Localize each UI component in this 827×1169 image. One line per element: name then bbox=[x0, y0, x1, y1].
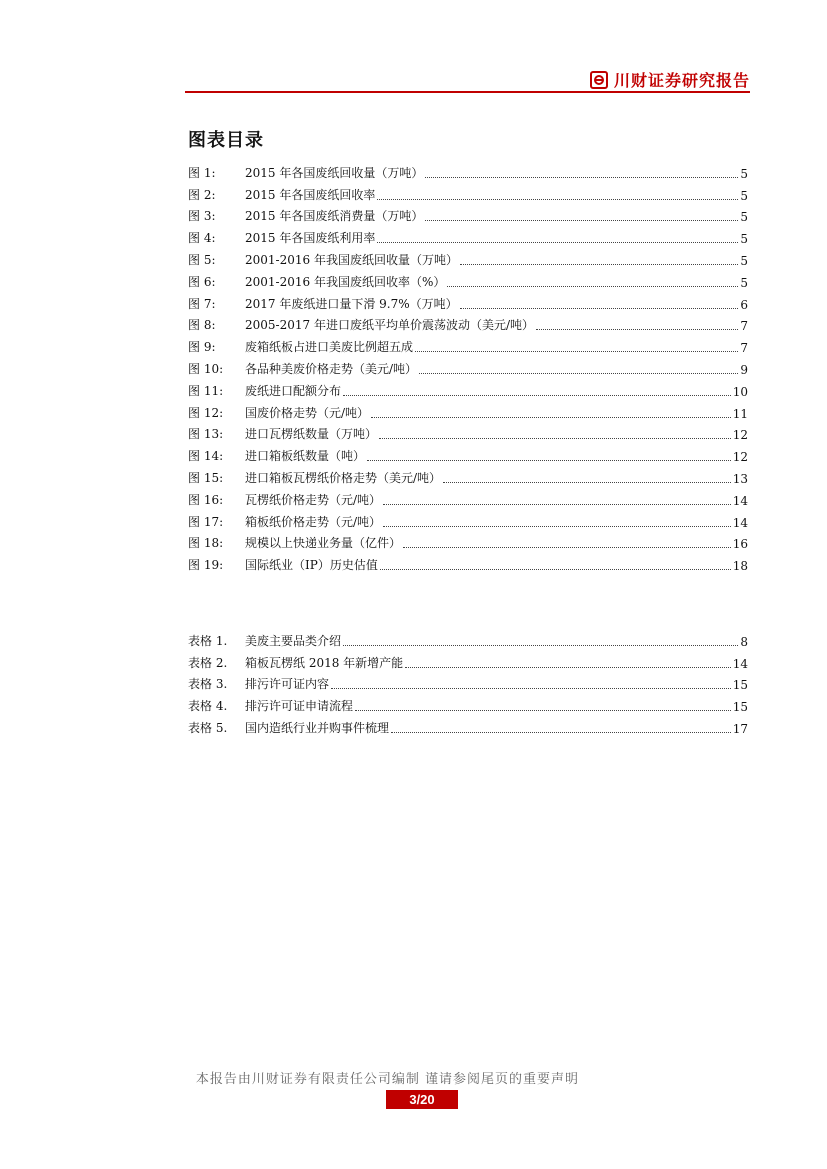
entry-title: 2015 年各国废纸回收量（万吨） bbox=[245, 165, 424, 180]
report-header bbox=[185, 64, 750, 94]
figure-entry[interactable] bbox=[188, 355, 748, 377]
dot-leader bbox=[447, 285, 738, 287]
header-divider bbox=[185, 91, 750, 93]
entry-page: 12 bbox=[732, 428, 748, 443]
entry-title: 进口箱板纸数量（吨） bbox=[245, 449, 366, 464]
entry-number: 图 17: bbox=[188, 514, 224, 529]
figure-entry[interactable] bbox=[188, 508, 748, 530]
dot-leader bbox=[383, 503, 731, 505]
toc-title: 图表目录 bbox=[188, 130, 264, 151]
entry-page: 15 bbox=[732, 678, 748, 693]
dot-leader bbox=[403, 546, 731, 548]
entry-number: 图 13: bbox=[188, 427, 224, 442]
entry-number: 图 9: bbox=[188, 340, 216, 355]
dot-leader bbox=[460, 263, 738, 265]
entry-page: 5 bbox=[740, 188, 748, 203]
dot-leader bbox=[391, 731, 731, 733]
figure-entry[interactable] bbox=[188, 246, 748, 268]
figure-entry[interactable] bbox=[188, 268, 748, 290]
footer-disclaimer: 本报告由川财证券有限责任公司编制 谨请参阅尾页的重要声明 bbox=[195, 1072, 580, 1087]
chuancai-logo-icon bbox=[590, 71, 608, 89]
brand-name: 川财证券研究报告 bbox=[613, 71, 750, 90]
entry-page: 5 bbox=[740, 253, 748, 268]
entry-title: 进口箱板瓦楞纸价格走势（美元/吨） bbox=[245, 470, 442, 485]
figure-entry[interactable] bbox=[188, 464, 748, 486]
dot-leader bbox=[425, 219, 738, 221]
dot-leader bbox=[419, 372, 738, 374]
entry-page: 14 bbox=[732, 493, 748, 508]
table-entry[interactable] bbox=[188, 627, 748, 649]
entry-page: 15 bbox=[732, 700, 748, 715]
entry-number: 表格 5. bbox=[188, 720, 228, 735]
dot-leader bbox=[377, 198, 738, 200]
figure-entry[interactable] bbox=[188, 530, 748, 552]
entry-number: 表格 2. bbox=[188, 655, 228, 670]
entry-page: 9 bbox=[740, 362, 748, 377]
entry-page: 7 bbox=[740, 319, 748, 334]
entry-title: 排污许可证申请流程 bbox=[245, 699, 354, 714]
entry-title: 国废价格走势（元/吨） bbox=[245, 405, 370, 420]
entry-number: 表格 4. bbox=[188, 699, 228, 714]
page-number: 3/20 bbox=[386, 1090, 458, 1109]
entry-page: 7 bbox=[740, 341, 748, 356]
entry-number: 图 4: bbox=[188, 231, 216, 246]
entry-page: 6 bbox=[740, 297, 748, 312]
entry-number: 图 10: bbox=[188, 361, 224, 376]
dot-leader bbox=[425, 176, 738, 178]
entry-title: 2017 年废纸进口量下滑 9.7%（万吨） bbox=[245, 296, 458, 311]
table-entry[interactable] bbox=[188, 714, 748, 736]
figure-entry[interactable] bbox=[188, 377, 748, 399]
entry-number: 表格 3. bbox=[188, 677, 228, 692]
figure-entry[interactable] bbox=[188, 312, 748, 334]
entry-title: 国内造纸行业并购事件梳理 bbox=[245, 720, 390, 735]
entry-number: 图 14: bbox=[188, 449, 224, 464]
entry-number: 图 1: bbox=[188, 165, 216, 180]
entry-number: 图 12: bbox=[188, 405, 224, 420]
dot-leader bbox=[371, 416, 731, 418]
dot-leader bbox=[383, 525, 731, 527]
dot-leader bbox=[377, 241, 738, 243]
table-entry[interactable] bbox=[188, 671, 748, 693]
dot-leader bbox=[367, 459, 731, 461]
entry-title: 瓦楞纸价格走势（元/吨） bbox=[245, 492, 382, 507]
entry-title: 各品种美废价格走势（美元/吨） bbox=[245, 361, 418, 376]
entry-title: 2001-2016 年我国废纸回收量（万吨） bbox=[245, 252, 458, 267]
entry-page: 5 bbox=[740, 275, 748, 290]
entry-title: 排污许可证内容 bbox=[245, 677, 330, 692]
figure-entry[interactable] bbox=[188, 442, 748, 464]
figure-entry[interactable] bbox=[188, 181, 748, 203]
figure-entry[interactable] bbox=[188, 203, 748, 225]
figure-entry[interactable] bbox=[188, 399, 748, 421]
entry-page: 5 bbox=[740, 210, 748, 225]
dot-leader bbox=[443, 481, 731, 483]
entry-title: 进口瓦楞纸数量（万吨） bbox=[245, 427, 378, 442]
entry-title: 2015 年各国废纸消费量（万吨） bbox=[245, 209, 424, 224]
dot-leader bbox=[379, 437, 731, 439]
entry-page: 5 bbox=[740, 232, 748, 247]
entry-title: 废箱纸板占进口美废比例超五成 bbox=[245, 340, 414, 355]
dot-leader bbox=[405, 666, 731, 668]
entry-number: 图 8: bbox=[188, 318, 216, 333]
entry-page: 13 bbox=[732, 471, 748, 486]
dot-leader bbox=[536, 328, 738, 330]
figure-entry[interactable] bbox=[188, 290, 748, 312]
entry-title: 2001-2016 年我国废纸回收率（%） bbox=[245, 274, 446, 289]
entry-title: 国际纸业（IP）历史估值 bbox=[245, 558, 378, 573]
entry-page: 8 bbox=[740, 634, 748, 649]
dot-leader bbox=[343, 644, 738, 646]
entry-page: 11 bbox=[732, 406, 748, 421]
figure-entry[interactable] bbox=[188, 421, 748, 443]
entry-title: 规模以上快递业务量（亿件） bbox=[245, 536, 402, 551]
entry-page: 12 bbox=[732, 450, 748, 465]
brand bbox=[590, 68, 750, 91]
entry-title: 美废主要品类介绍 bbox=[245, 633, 342, 648]
entry-number: 图 7: bbox=[188, 296, 216, 311]
entry-number: 图 15: bbox=[188, 470, 224, 485]
entry-page: 14 bbox=[732, 656, 748, 671]
figure-entry[interactable] bbox=[188, 224, 748, 246]
entry-page: 14 bbox=[732, 515, 748, 530]
dot-leader bbox=[355, 709, 731, 711]
entry-title: 箱板纸价格走势（元/吨） bbox=[245, 514, 382, 529]
dot-leader bbox=[460, 307, 738, 309]
figure-entry[interactable] bbox=[188, 159, 748, 181]
figure-list bbox=[188, 159, 748, 573]
entry-page: 18 bbox=[732, 559, 748, 574]
entry-number: 图 16: bbox=[188, 492, 224, 507]
dot-leader bbox=[415, 350, 738, 352]
entry-number: 图 3: bbox=[188, 209, 216, 224]
entry-title: 废纸进口配额分布 bbox=[245, 383, 342, 398]
table-entry[interactable] bbox=[188, 692, 748, 714]
entry-number: 表格 1. bbox=[188, 633, 228, 648]
entry-page: 17 bbox=[732, 721, 748, 736]
figure-entry[interactable] bbox=[188, 486, 748, 508]
dot-leader bbox=[343, 394, 731, 396]
table-list bbox=[188, 627, 748, 736]
figure-entry[interactable] bbox=[188, 551, 748, 573]
entry-number: 图 18: bbox=[188, 536, 224, 551]
entry-page: 5 bbox=[740, 166, 748, 181]
entry-title: 2005-2017 年进口废纸平均单价震荡波动（美元/吨） bbox=[245, 318, 534, 333]
entry-title: 箱板瓦楞纸 2018 年新增产能 bbox=[245, 655, 404, 670]
entry-number: 图 11: bbox=[188, 383, 224, 398]
entry-page: 16 bbox=[732, 537, 748, 552]
entry-title: 2015 年各国废纸回收率 bbox=[245, 187, 376, 202]
figure-entry[interactable] bbox=[188, 333, 748, 355]
entry-title: 2015 年各国废纸利用率 bbox=[245, 231, 376, 246]
entry-number: 图 19: bbox=[188, 558, 224, 573]
entry-page: 10 bbox=[732, 384, 748, 399]
table-entry[interactable] bbox=[188, 649, 748, 671]
entry-number: 图 6: bbox=[188, 274, 216, 289]
dot-leader bbox=[331, 687, 731, 689]
entry-number: 图 2: bbox=[188, 187, 216, 202]
entry-number: 图 5: bbox=[188, 252, 216, 267]
dot-leader bbox=[380, 568, 731, 570]
